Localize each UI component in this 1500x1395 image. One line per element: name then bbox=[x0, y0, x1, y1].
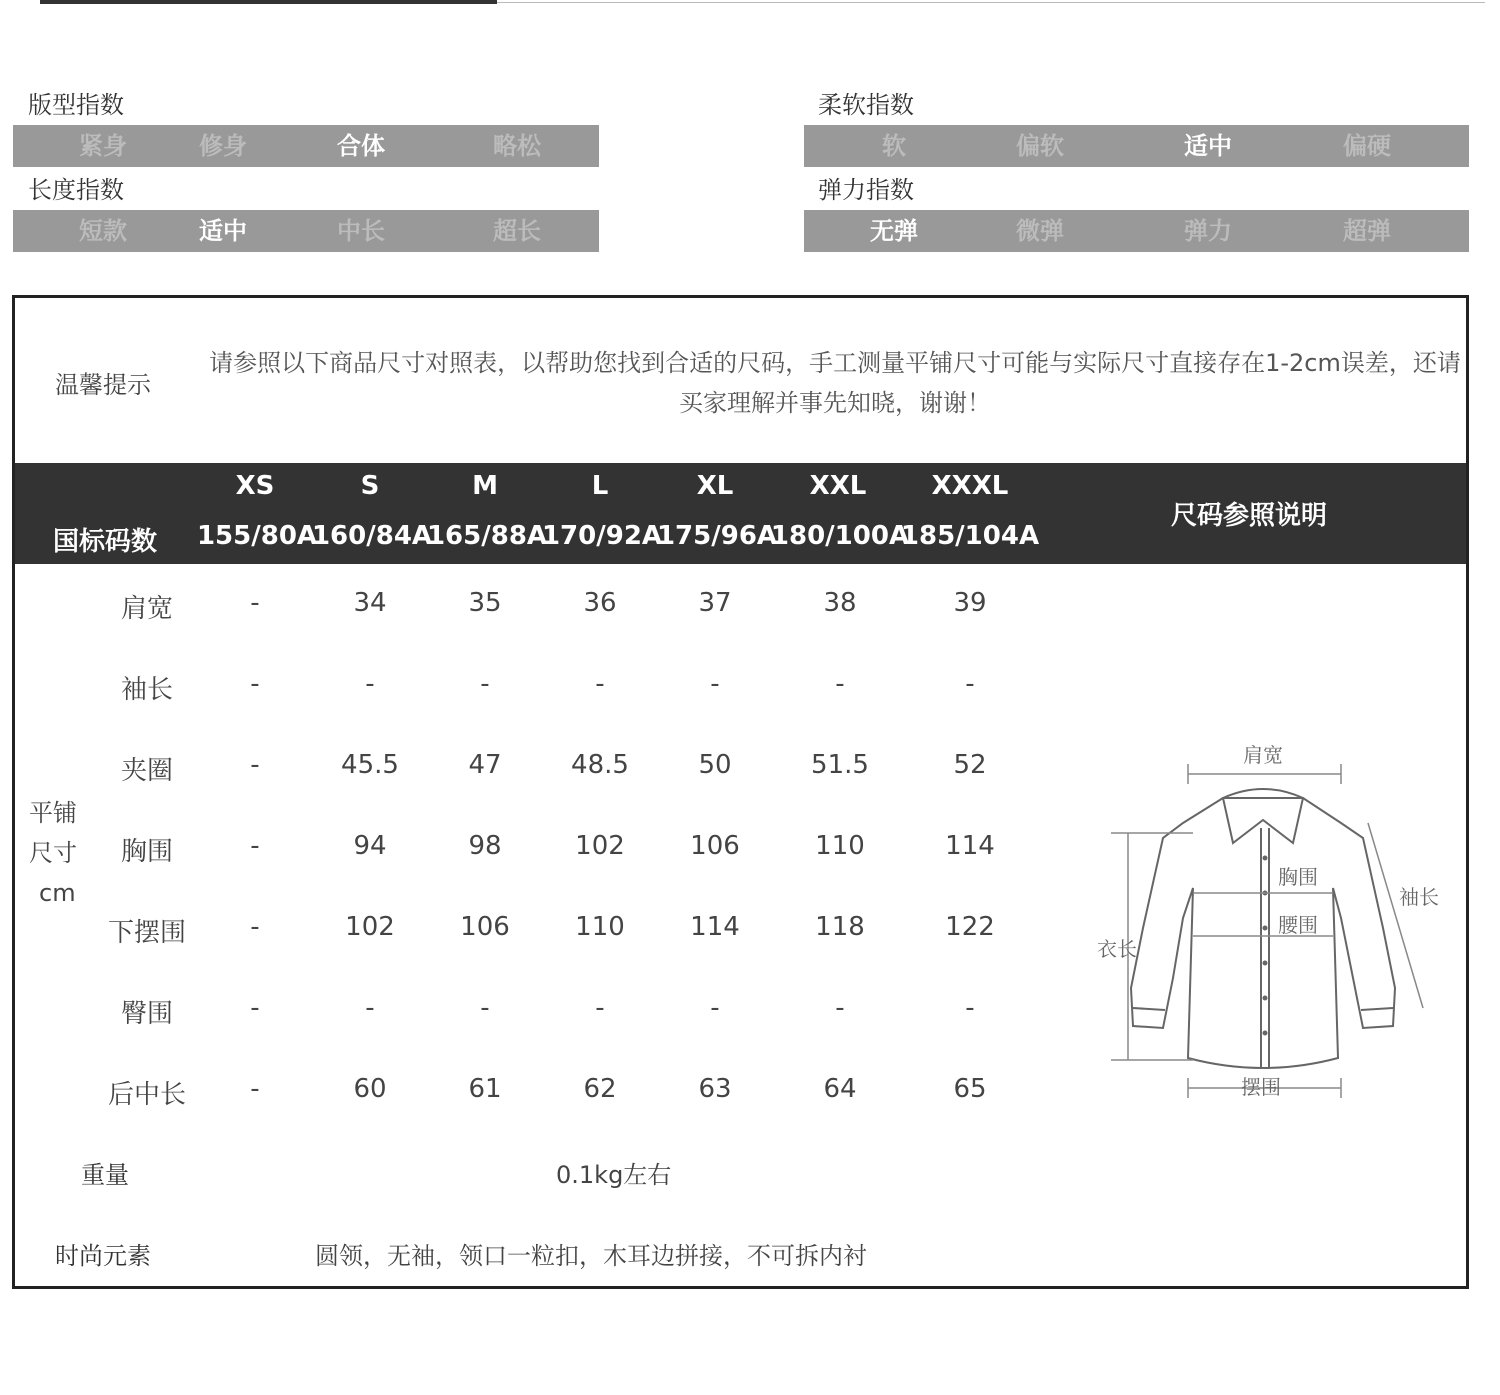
measurement-cell: - bbox=[365, 669, 375, 699]
measurement-cell: - bbox=[250, 750, 260, 780]
fit-index-title: 版型指数 bbox=[28, 91, 124, 119]
length-index-bar bbox=[13, 210, 599, 252]
measurement-cell: - bbox=[365, 993, 375, 1023]
measurement-cell: 65 bbox=[953, 1074, 987, 1104]
measurement-cell: 48.5 bbox=[571, 750, 629, 780]
measurement-cell: 38 bbox=[823, 588, 857, 618]
elasticity-index-title: 弹力指数 bbox=[818, 176, 914, 204]
row-label: 胸围 bbox=[120, 837, 174, 867]
elasticity-option-none-selected: 无弹 bbox=[870, 217, 918, 245]
size-xxxl: XXXL bbox=[931, 471, 1009, 501]
size-chart-box bbox=[12, 295, 1469, 1289]
size-xxl: XXL bbox=[809, 471, 867, 501]
measurement-cell: - bbox=[250, 1074, 260, 1104]
diagram-label-length: 衣长 bbox=[1097, 937, 1137, 961]
flat-size-label: 平铺 尺寸 cm bbox=[29, 799, 77, 907]
shirt-measurement-diagram bbox=[1083, 738, 1463, 1118]
diagram-label-shoulder: 肩宽 bbox=[1243, 743, 1283, 767]
elasticity-option-super: 超弹 bbox=[1343, 217, 1391, 245]
fit-option-regular-selected: 合体 bbox=[337, 132, 385, 160]
size-m: M bbox=[472, 471, 498, 501]
measurement-cell: 51.5 bbox=[811, 750, 869, 780]
measurement-cell: 102 bbox=[575, 831, 625, 861]
measurement-cell: 63 bbox=[698, 1074, 732, 1104]
elasticity-index-bar bbox=[804, 210, 1469, 252]
softness-index-bar bbox=[804, 125, 1469, 167]
measurement-cell: 114 bbox=[945, 831, 995, 861]
measurement-cell: 35 bbox=[468, 588, 502, 618]
row-label: 夹圈 bbox=[120, 756, 174, 786]
measurement-cell: - bbox=[835, 669, 845, 699]
measurement-cell: 39 bbox=[953, 588, 987, 618]
measurement-cell: 110 bbox=[575, 912, 625, 942]
row-label: 臀围 bbox=[120, 999, 174, 1029]
row-label: 肩宽 bbox=[120, 594, 174, 624]
measurement-cell: - bbox=[965, 669, 975, 699]
shirt-outline bbox=[1131, 798, 1395, 1068]
measurement-cell: 52 bbox=[953, 750, 987, 780]
measurement-cell: 122 bbox=[945, 912, 995, 942]
measurement-cell: 114 bbox=[690, 912, 740, 942]
measurement-cell: 94 bbox=[353, 831, 387, 861]
std-xxl: 180/100A bbox=[770, 521, 910, 551]
shirt-buttons bbox=[1263, 856, 1268, 1036]
measurement-cell: - bbox=[710, 993, 720, 1023]
std-xxxl: 185/104A bbox=[900, 521, 1040, 551]
size-header-band bbox=[15, 463, 1469, 564]
measurement-cell: 50 bbox=[698, 750, 732, 780]
elasticity-option-slight: 微弹 bbox=[1016, 217, 1064, 245]
std-m: 165/88A bbox=[426, 521, 548, 551]
fit-option-slim: 修身 bbox=[199, 132, 247, 160]
top-divider bbox=[497, 2, 1485, 3]
fashion-value: 圆领，无袖，领口一粒扣，木耳边拼接，不可拆内衬 bbox=[315, 1242, 867, 1270]
measurement-cell: - bbox=[250, 912, 260, 942]
weight-label: 重量 bbox=[81, 1161, 129, 1189]
length-option-medium-selected: 适中 bbox=[199, 217, 247, 245]
diagram-label-waist: 腰围 bbox=[1278, 913, 1318, 937]
measurement-cell: 118 bbox=[815, 912, 865, 942]
fit-index-bar bbox=[13, 125, 599, 167]
size-s: S bbox=[360, 471, 380, 501]
diagram-label-sleeve: 袖长 bbox=[1399, 885, 1439, 909]
softness-option-soft: 软 bbox=[882, 132, 906, 160]
size-note-header: 尺码参照说明 bbox=[1171, 501, 1328, 531]
length-option-extralong: 超长 bbox=[493, 217, 541, 245]
row-label: 袖长 bbox=[120, 675, 174, 705]
measurement-cell: 64 bbox=[823, 1074, 857, 1104]
row-label: 后中长 bbox=[107, 1080, 187, 1110]
measurement-cell: - bbox=[250, 588, 260, 618]
diagram-label-hem: 摆围 bbox=[1241, 1075, 1281, 1099]
measurement-cell: 62 bbox=[583, 1074, 617, 1104]
measurement-cell: 34 bbox=[353, 588, 387, 618]
measurement-cell: - bbox=[480, 669, 490, 699]
elasticity-option-elastic: 弹力 bbox=[1184, 217, 1232, 245]
measurement-cell: - bbox=[595, 669, 605, 699]
size-xl: XL bbox=[696, 471, 734, 501]
measurement-cell: 102 bbox=[345, 912, 395, 942]
measurement-cell: 36 bbox=[583, 588, 617, 618]
std-xl: 175/96A bbox=[656, 521, 778, 551]
diagram-label-chest: 胸围 bbox=[1278, 865, 1318, 889]
length-option-short: 短款 bbox=[79, 217, 127, 245]
measurement-cell: - bbox=[710, 669, 720, 699]
std-s: 160/84A bbox=[311, 521, 433, 551]
std-xs: 155/80A bbox=[196, 521, 318, 551]
measurement-cell: 47 bbox=[468, 750, 502, 780]
row-label: 下摆围 bbox=[107, 918, 187, 948]
softness-option-fairly-soft: 偏软 bbox=[1016, 132, 1064, 160]
tip-text: 请参照以下商品尺寸对照表，以帮助您找到合适的尺码，手工测量平铺尺寸可能与实际尺寸直接存在1-2cm误差，还请买家理解并事先知晓，谢谢！ bbox=[209, 349, 1461, 417]
size-xs: XS bbox=[235, 471, 275, 501]
size-l: L bbox=[591, 471, 609, 501]
measurement-cell: 60 bbox=[353, 1074, 387, 1104]
top-accent-bar bbox=[40, 0, 497, 4]
measurement-cell: 110 bbox=[815, 831, 865, 861]
softness-option-medium-selected: 适中 bbox=[1184, 132, 1232, 160]
measurement-cell: - bbox=[250, 669, 260, 699]
measurement-cell: - bbox=[250, 831, 260, 861]
measurement-cell: 106 bbox=[460, 912, 510, 942]
measurement-cell: 37 bbox=[698, 588, 732, 618]
measurement-cell: 45.5 bbox=[341, 750, 399, 780]
measurement-cell: 61 bbox=[468, 1074, 502, 1104]
std-label: 国标码数 bbox=[53, 527, 158, 557]
length-index-title: 长度指数 bbox=[28, 176, 124, 204]
tip-label: 温馨提示 bbox=[55, 371, 151, 399]
weight-value: 0.1kg左右 bbox=[556, 1161, 672, 1189]
measurement-cell: - bbox=[250, 993, 260, 1023]
measurement-cell: - bbox=[480, 993, 490, 1023]
length-option-midlong: 中长 bbox=[337, 217, 385, 245]
fit-option-loose: 略松 bbox=[493, 132, 541, 160]
measurement-cell: - bbox=[965, 993, 975, 1023]
fashion-label: 时尚元素 bbox=[55, 1242, 151, 1270]
std-l: 170/92A bbox=[541, 521, 663, 551]
measurement-cell: - bbox=[835, 993, 845, 1023]
softness-index-title: 柔软指数 bbox=[818, 91, 914, 119]
softness-option-stiff: 偏硬 bbox=[1343, 132, 1391, 160]
measurement-cell: - bbox=[595, 993, 605, 1023]
fit-option-tight: 紧身 bbox=[79, 132, 127, 160]
measurement-cell: 106 bbox=[690, 831, 740, 861]
measurement-cell: 98 bbox=[468, 831, 502, 861]
